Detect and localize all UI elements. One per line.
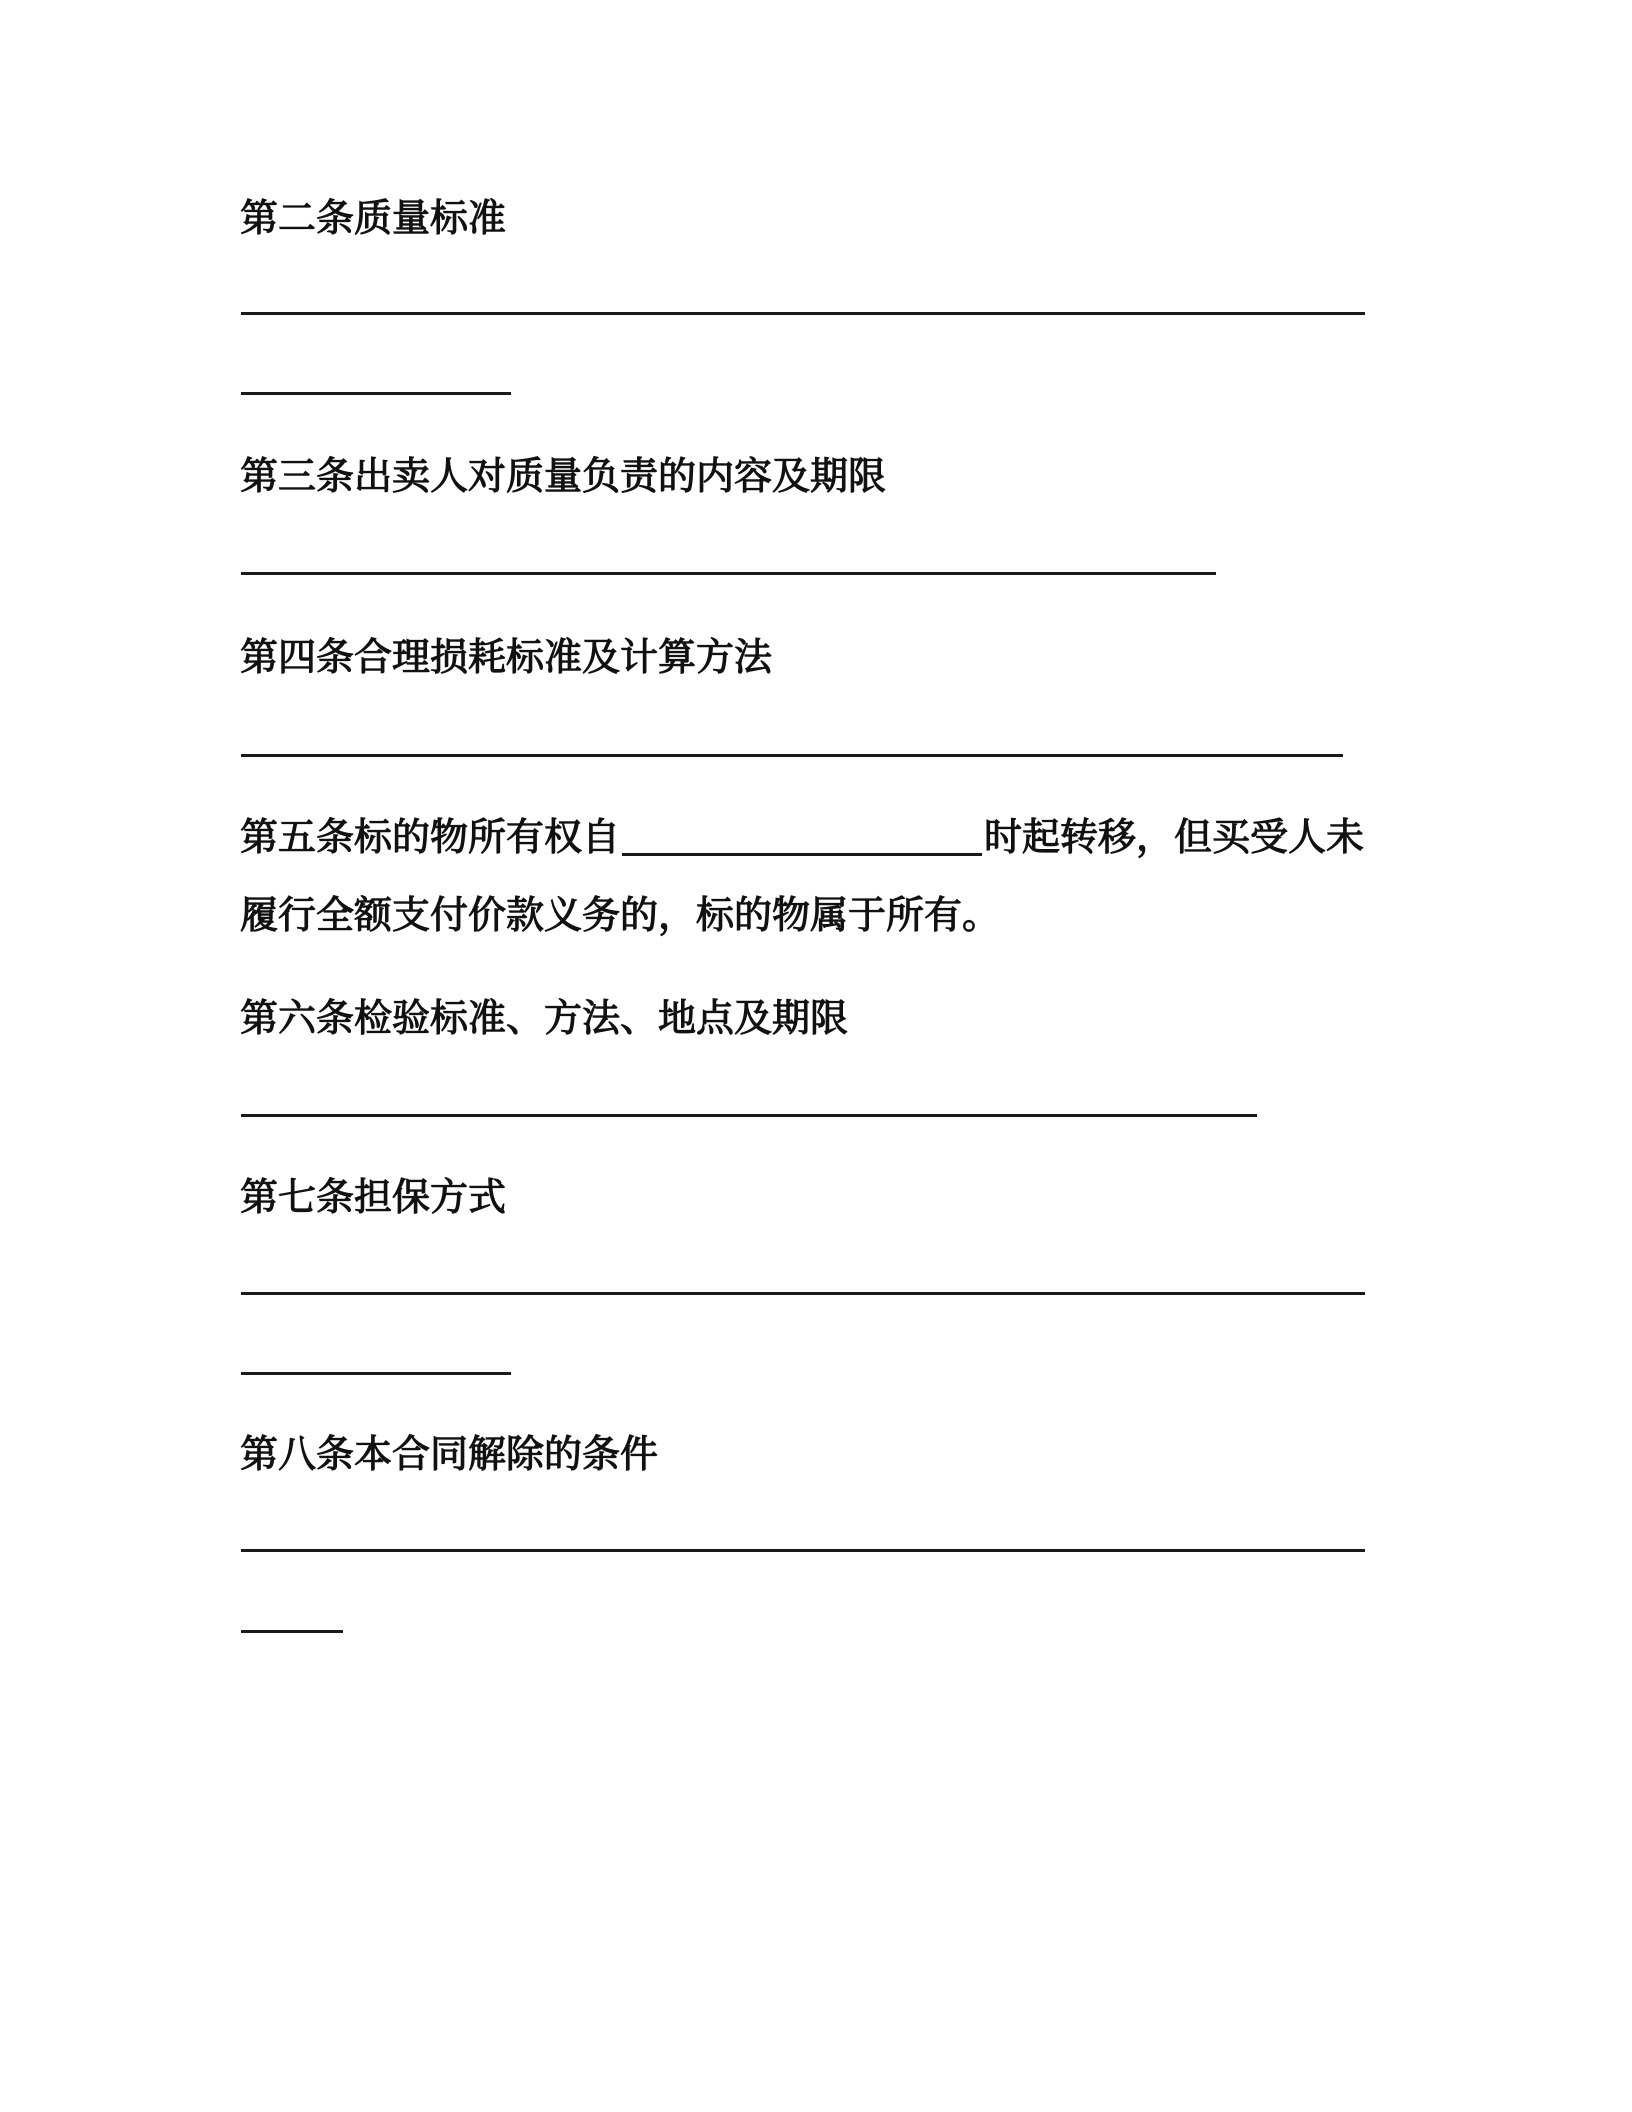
article-7-fill-line-1 — [241, 1292, 1365, 1295]
article-5-suffix: 时起转移，但买受人未 — [984, 815, 1365, 859]
article-5-line-2: 履行全额支付价款义务的，标的物属于所有。 — [240, 893, 1001, 937]
article-7-title: 第七条担保方式 — [240, 1175, 507, 1219]
article-2-fill-line-2 — [241, 392, 511, 395]
article-3-title: 第三条出卖人对质量负责的内容及期限 — [240, 454, 887, 498]
article-6-title: 第六条检验标准、方法、地点及期限 — [240, 996, 849, 1040]
article-5-prefix: 第五条标的物所有权自 — [240, 815, 621, 859]
article-3-fill-line — [241, 572, 1216, 575]
article-2-fill-line-1 — [241, 312, 1365, 315]
article-8-fill-line-2 — [241, 1630, 343, 1633]
article-8-title: 第八条本合同解除的条件 — [240, 1432, 659, 1476]
article-4-title: 第四条合理损耗标准及计算方法 — [240, 635, 773, 679]
article-6-fill-line — [241, 1114, 1257, 1117]
article-5-inline-fill — [622, 853, 982, 856]
article-2-title: 第二条质量标准 — [240, 196, 507, 240]
article-5-line-1 — [240, 812, 1364, 862]
article-8-fill-line-1 — [241, 1549, 1365, 1552]
article-4-fill-line — [241, 754, 1343, 757]
article-7-fill-line-2 — [241, 1372, 511, 1375]
